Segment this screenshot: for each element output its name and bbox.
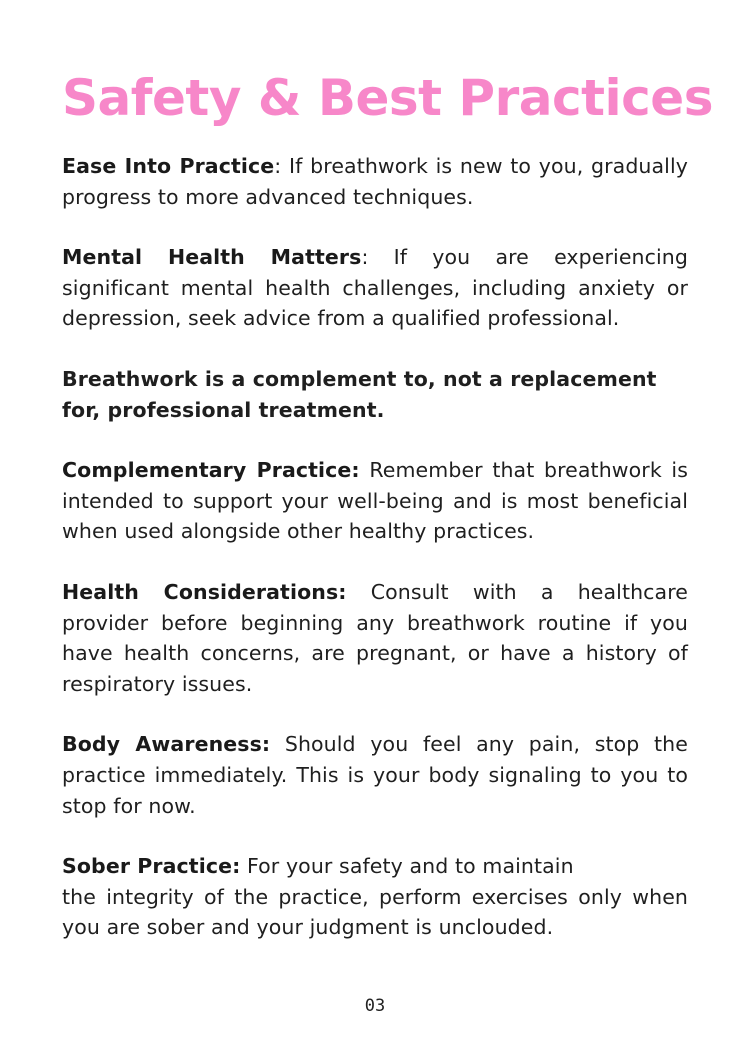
section-sober-practice bbox=[62, 851, 688, 943]
section-label: Complementary Practice: bbox=[62, 458, 360, 483]
section-body-awareness bbox=[62, 729, 688, 821]
section-health-considerations bbox=[62, 577, 688, 699]
section-text: If breathwork is new to you, gradually progress to more advanced techniques. bbox=[62, 154, 689, 209]
page-number: 03 bbox=[364, 996, 386, 1016]
section-text-continued: the integrity of the practice, perform exercises only when you are sober and your judgment is unclouded. bbox=[62, 884, 688, 940]
section-ease-into-practice bbox=[62, 151, 688, 212]
page-title: Safety & Best Practices bbox=[62, 69, 713, 127]
section-first-line bbox=[62, 851, 688, 882]
section-label: Body Awareness: bbox=[62, 732, 271, 757]
section-label: Mental Health Matters bbox=[62, 245, 362, 270]
section-separator: : bbox=[274, 154, 282, 178]
section-separator: : bbox=[361, 245, 369, 270]
section-text: Should you feel any pain, stop the practice immediately. This is your body signaling to you to stop for now. bbox=[62, 732, 688, 818]
safety-guidelines bbox=[62, 151, 688, 973]
disclaimer-note: Breathwork is a complement to, not a replacement for, professional treatment. bbox=[62, 366, 657, 422]
section-text: For your safety and to maintain bbox=[240, 854, 574, 879]
section-text: If you are experiencing significant mental health challenges, including anxiety or depression, seek advice from a qualified professional. bbox=[62, 245, 688, 331]
section-text: Consult with a healthcare provider before beginning any breathwork routine if you have health concerns, are pregnant, or have a history of respiratory issues. bbox=[62, 579, 689, 696]
section-text: Remember that breathwork is intended to support your well-being and is most beneficial when used alongside other healthy practices. bbox=[62, 458, 688, 544]
section-complementary-practice bbox=[62, 455, 688, 547]
section-label: Health Considerations: bbox=[62, 579, 347, 604]
section-label: Sober Practice: bbox=[62, 854, 241, 879]
section-mental-health-matters bbox=[62, 242, 688, 334]
section-label: Ease Into Practice bbox=[62, 154, 275, 178]
